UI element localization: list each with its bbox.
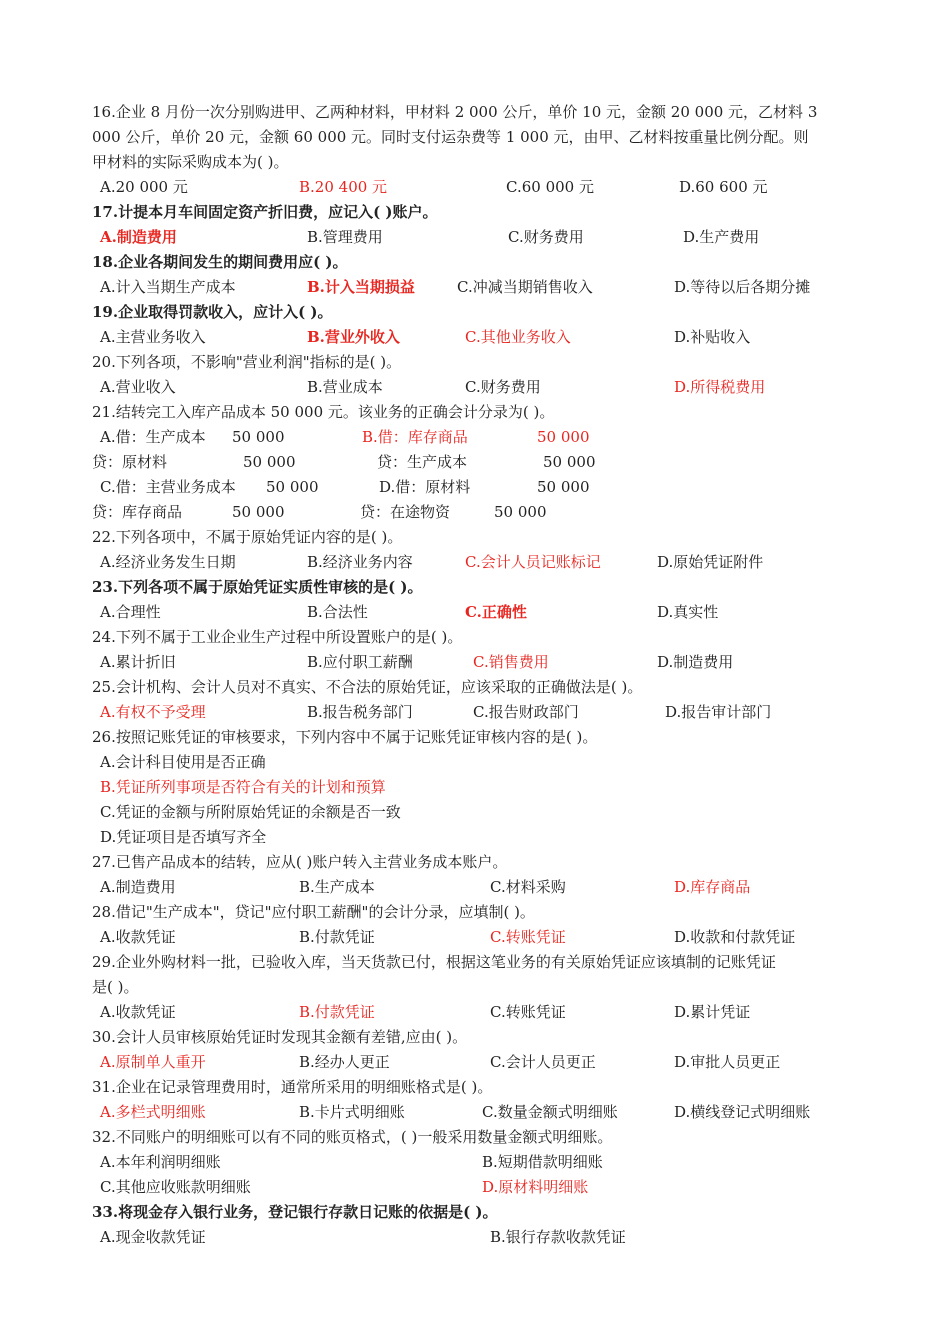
q16-line-1: 16.企业 8 月份一次分别购进甲、乙两种材料，甲材料 2 000 公斤，单价 10 元，金额 20 000 元，乙材料 3 <box>92 103 818 121</box>
q31-option-a: A.多栏式明细账 <box>100 1103 206 1121</box>
q30-option-d: D.审批人员更正 <box>674 1053 781 1071</box>
q21-option-c-credit-amount: 50 000 <box>232 503 285 521</box>
q23-option-c: C.正确性 <box>465 603 527 621</box>
q32-option-a: A.本年利润明细账 <box>100 1153 221 1171</box>
q25-option-c: C.报告财政部门 <box>473 703 579 721</box>
q25-option-d: D.报告审计部门 <box>665 703 772 721</box>
q19-option-c: C.其他业务收入 <box>465 328 571 346</box>
q21-question: 21.结转完工入库产品成本 50 000 元。该业务的正确会计分录为( )。 <box>92 403 555 421</box>
q19-option-d: D.补贴收入 <box>674 328 751 346</box>
q26-option-b: B.凭证所列事项是否符合有关的计划和预算 <box>100 778 386 796</box>
q20-option-c: C.财务费用 <box>465 378 541 396</box>
q26-option-c: C.凭证的金额与所附原始凭证的余额是否一致 <box>100 803 401 821</box>
q33-question: 33.将现金存入银行业务，登记银行存款日记账的依据是( )。 <box>92 1203 498 1221</box>
q31-option-d: D.横线登记式明细账 <box>674 1103 811 1121</box>
q20-option-b: B.营业成本 <box>307 378 383 396</box>
q29-option-c: C.转账凭证 <box>490 1003 566 1021</box>
q17-option-a: A.制造费用 <box>100 228 177 246</box>
q21-option-a-credit-amount: 50 000 <box>243 453 296 471</box>
q32-option-c: C.其他应收账款明细账 <box>100 1178 251 1196</box>
q21-option-a-debit: A.借：生产成本 <box>100 428 206 446</box>
q21-option-c-debit-amount: 50 000 <box>266 478 319 496</box>
q28-option-a: A.收款凭证 <box>100 928 176 946</box>
q29-option-a: A.收款凭证 <box>100 1003 176 1021</box>
q27-question: 27.已售产品成本的结转，应从( )账户转入主营业务成本账户。 <box>92 853 508 871</box>
q16-line-2: 000 公斤，单价 20 元，金额 60 000 元。同时支付运杂费等 1 000 元，由甲、乙材料按重量比例分配。则 <box>92 128 809 146</box>
q26-option-d: D.凭证项目是否填写齐全 <box>100 828 267 846</box>
q21-option-d-debit: D.借：原材料 <box>379 478 471 496</box>
q31-option-b: B.卡片式明细账 <box>299 1103 405 1121</box>
q18-option-b: B.计入当期损益 <box>307 278 415 296</box>
q28-option-b: B.付款凭证 <box>299 928 375 946</box>
q18-option-c: C.冲减当期销售收入 <box>457 278 593 296</box>
q27-option-a: A.制造费用 <box>100 878 176 896</box>
q17-option-c: C.财务费用 <box>508 228 584 246</box>
q25-option-b: B.报告税务部门 <box>307 703 413 721</box>
q22-option-c: C.会计人员记账标记 <box>465 553 601 571</box>
q30-option-b: B.经办人更正 <box>299 1053 390 1071</box>
q24-option-d: D.制造费用 <box>657 653 734 671</box>
q27-option-c: C.材料采购 <box>490 878 566 896</box>
q21-option-b-credit-amount: 50 000 <box>543 453 596 471</box>
q22-question: 22.下列各项中，不属于原始凭证内容的是( )。 <box>92 528 403 546</box>
q21-option-d-credit-amount: 50 000 <box>494 503 547 521</box>
q16-option-c: C.60 000 元 <box>506 178 594 196</box>
q27-option-d: D.库存商品 <box>674 878 751 896</box>
q23-option-b: B.合法性 <box>307 603 368 621</box>
q28-option-d: D.收款和付款凭证 <box>674 928 796 946</box>
q18-option-a: A.计入当期生产成本 <box>100 278 236 296</box>
q22-option-d: D.原始凭证附件 <box>657 553 764 571</box>
q19-option-a: A.主营业务收入 <box>100 328 206 346</box>
q21-option-a-credit: 贷：原材料 <box>92 453 168 471</box>
q23-option-d: D.真实性 <box>657 603 719 621</box>
q31-option-c: C.数量金额式明细账 <box>482 1103 618 1121</box>
q17-option-d: D.生产费用 <box>683 228 760 246</box>
q22-option-b: B.经济业务内容 <box>307 553 413 571</box>
q27-option-b: B.生产成本 <box>299 878 375 896</box>
q23-question: 23.下列各项不属于原始凭证实质性审核的是( )。 <box>92 578 423 596</box>
q29-option-d: D.累计凭证 <box>674 1003 751 1021</box>
q22-option-a: A.经济业务发生日期 <box>100 553 236 571</box>
q16-line-3: 甲材料的实际采购成本为( )。 <box>92 153 289 171</box>
q21-option-b-debit: B.借：库存商品 <box>362 428 468 446</box>
q19-question: 19.企业取得罚款收入，应计入( )。 <box>92 303 333 321</box>
q30-option-c: C.会计人员更正 <box>490 1053 596 1071</box>
q26-question: 26.按照记账凭证的审核要求，下列内容中不属于记账凭证审核内容的是( )。 <box>92 728 598 746</box>
q29-line-2: 是( )。 <box>92 978 139 996</box>
q16-option-a: A.20 000 元 <box>100 178 188 196</box>
q28-option-c: C.转账凭证 <box>490 928 566 946</box>
q21-option-b-debit-amount: 50 000 <box>537 428 590 446</box>
q21-option-c-debit: C.借：主营业务成本 <box>100 478 236 496</box>
q32-question: 32.不同账户的明细账可以有不同的账页格式，( )一般采用数量金额式明细账。 <box>92 1128 613 1146</box>
q20-option-d: D.所得税费用 <box>674 378 766 396</box>
q18-question: 18.企业各期间发生的期间费用应( )。 <box>92 253 348 271</box>
q21-option-a-debit-amount: 50 000 <box>232 428 285 446</box>
q21-option-b-credit: 贷：生产成本 <box>377 453 468 471</box>
q25-question: 25.会计机构、会计人员对不真实、不合法的原始凭证，应该采取的正确做法是( )。 <box>92 678 643 696</box>
q30-option-a: A.原制单人重开 <box>100 1053 206 1071</box>
q24-question: 24.下列不属于工业企业生产过程中所设置账户的是( )。 <box>92 628 463 646</box>
q24-option-c: C.销售费用 <box>473 653 549 671</box>
q28-question: 28.借记"生产成本"，贷记"应付职工薪酬"的会计分录，应填制( )。 <box>92 903 535 921</box>
q19-option-b: B.营业外收入 <box>307 328 400 346</box>
q20-question: 20.下列各项，不影响"营业利润"指标的是( )。 <box>92 353 402 371</box>
q24-option-b: B.应付职工薪酬 <box>307 653 413 671</box>
q23-option-a: A.合理性 <box>100 603 161 621</box>
q30-question: 30.会计人员审核原始凭证时发现其金额有差错,应由( )。 <box>92 1028 468 1046</box>
q17-option-b: B.管理费用 <box>307 228 383 246</box>
q29-option-b: B.付款凭证 <box>299 1003 375 1021</box>
q21-option-d-debit-amount: 50 000 <box>537 478 590 496</box>
q32-option-d: D.原材料明细账 <box>482 1178 589 1196</box>
q24-option-a: A.累计折旧 <box>100 653 176 671</box>
q26-option-a: A.会计科目使用是否正确 <box>100 753 266 771</box>
q21-option-c-credit: 贷：库存商品 <box>92 503 183 521</box>
q18-option-d: D.等待以后各期分摊 <box>674 278 811 296</box>
q16-option-d: D.60 600 元 <box>679 178 768 196</box>
q31-question: 31.企业在记录管理费用时，通常所采用的明细账格式是( )。 <box>92 1078 493 1096</box>
q16-option-b: B.20 400 元 <box>299 178 388 196</box>
q29-line-1: 29.企业外购材料一批，已验收入库，当天货款已付，根据这笔业务的有关原始凭证应该填制的记账凭证 <box>92 953 776 971</box>
q25-option-a: A.有权不予受理 <box>100 703 206 721</box>
q33-option-a: A.现金收款凭证 <box>100 1228 206 1246</box>
q20-option-a: A.营业收入 <box>100 378 176 396</box>
q21-option-d-credit: 贷：在途物资 <box>360 503 451 521</box>
q33-option-b: B.银行存款收款凭证 <box>490 1228 626 1246</box>
q32-option-b: B.短期借款明细账 <box>482 1153 603 1171</box>
q17-question: 17.计提本月车间固定资产折旧费，应记入( )账户。 <box>92 203 438 221</box>
